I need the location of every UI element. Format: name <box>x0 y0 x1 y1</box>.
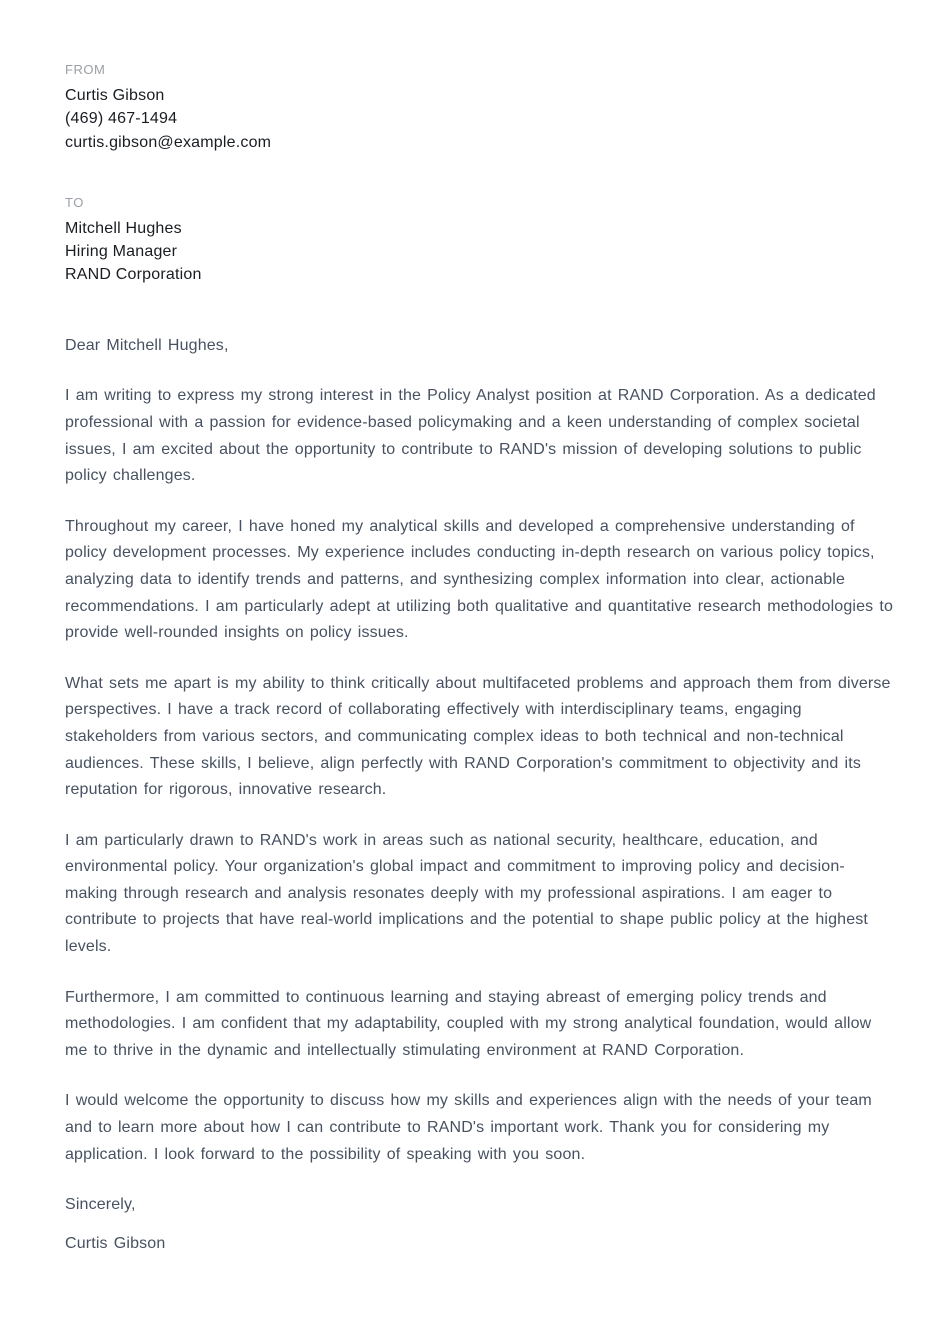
letter-paragraph: Furthermore, I am committed to continuous learning and staying abreast of emerging policy trends and methodologies. I am confident that my adaptability, coupled with my strong analytical foundation, would allow me to thrive in the dynamic and intellectually stimulating environment at RAND Corporation. <box>65 988 872 1059</box>
letter-body <box>65 333 893 1258</box>
letter-paragraph: I am particularly drawn to RAND's work in areas such as national security, healthcare, education, and environmental policy. Your organization's global impact and commitment to improving policy and decision-making through research and analysis resonates deeply with my professional aspirations. I am eager to contribute to projects that have real-world implications and the potential to shape public policy at the highest levels. <box>65 831 869 956</box>
letter-paragraph: Throughout my career, I have honed my analytical skills and developed a comprehensive understanding of policy development processes. My experience includes conducting in-depth research on various policy topics, analyzing data to identify trends and patterns, and synthesizing complex information into clear, actionable recommendations. I am particularly adept at utilizing both qualitative and quantitative research methodologies to provide well-rounded insights on policy issues. <box>65 517 894 642</box>
sender-block <box>65 62 892 154</box>
recipient-name: Mitchell Hughes <box>65 219 182 237</box>
sender-phone: (469) 467-1494 <box>65 110 178 128</box>
letter-paragraph: I would welcome the opportunity to discuss how my skills and experiences align with the needs of your team and to learn more about how I can contribute to RAND's important work. Thank you for considering my application. I look forward to the possibility of speaking with you soon. <box>65 1092 872 1163</box>
to-label: TO <box>65 194 84 210</box>
sender-email: curtis.gibson@example.com <box>65 133 272 151</box>
letter-paragraph: I am writing to express my strong interest in the Policy Analyst position at RAND Corporation. As a dedicated professional with a passion for evidence-based policymaking and a keen understanding of complex societal issues, I am excited about the opportunity to contribute to RAND's mission of developing solutions to public policy challenges. <box>65 387 876 485</box>
recipient-company: RAND Corporation <box>65 266 202 284</box>
letter-paragraphs <box>65 383 893 1168</box>
recipient-block <box>65 195 892 287</box>
recipient-title: Hiring Manager <box>65 243 178 261</box>
from-label: FROM <box>65 62 106 77</box>
salutation: Dear Mitchell Hughes, <box>65 336 229 354</box>
signature: Curtis Gibson <box>65 1234 166 1252</box>
closing: Sincerely, <box>65 1196 136 1214</box>
sender-name: Curtis Gibson <box>65 87 165 104</box>
letter-paragraph: What sets me apart is my ability to think critically about multifaceted problems and approach them from diverse perspectives. I have a track record of collaborating effectively with interdisciplinary teams, engaging stakeholders from various sectors, and communicating complex ideas to both technical and non-technical audiences. These skills, I believe, align perfectly with RAND Corporation's commitment to objectivity and its reputation for rigorous, innovative research. <box>65 674 891 799</box>
